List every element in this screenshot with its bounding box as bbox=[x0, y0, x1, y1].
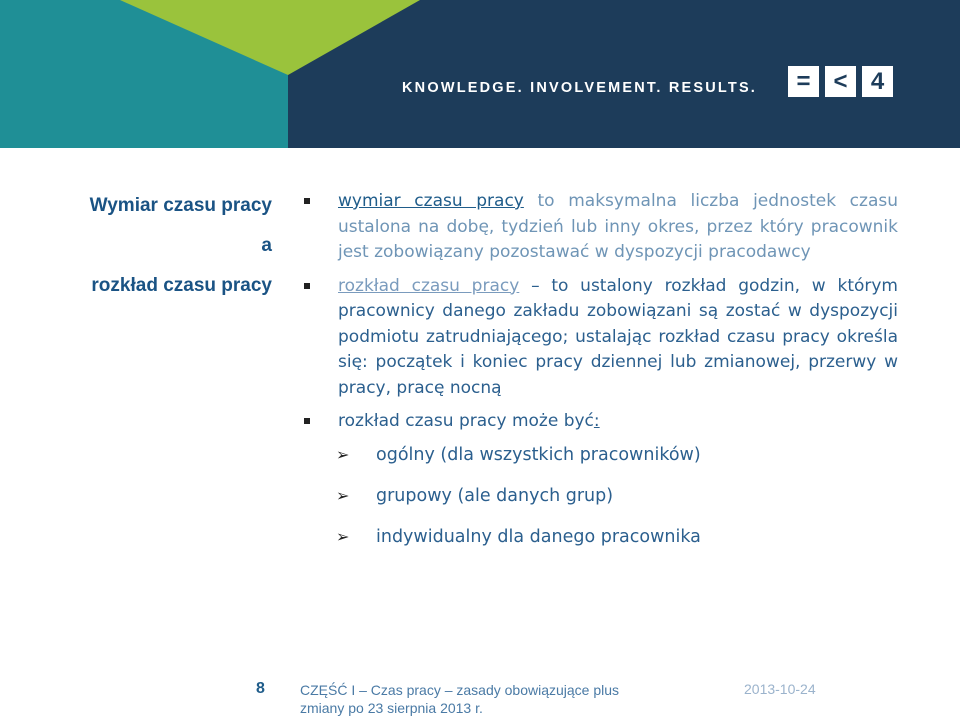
footer-caption bbox=[300, 681, 619, 717]
square-bullet-icon bbox=[304, 198, 310, 204]
bullet-text bbox=[338, 274, 898, 402]
term-link[interactable]: rozkład czasu pracy bbox=[338, 275, 520, 296]
term-link[interactable]: wymiar czasu pracy bbox=[338, 191, 524, 211]
header-banner bbox=[0, 0, 960, 148]
footer-caption-line1: CZĘŚĆ I – Czas pracy – zasady obowiązujące plus bbox=[300, 682, 620, 698]
footer-date: 2013-10-24 bbox=[744, 681, 816, 697]
definition-lead: – to ustalony rozkład godzin, w którym bbox=[519, 275, 898, 296]
sub-item-text: indywidualny dla danego pracownika bbox=[376, 526, 701, 547]
footer-caption-line2: zmiany po 23 sierpnia 2013 r. bbox=[300, 700, 483, 716]
definition-text: pracownicy danego zakładu zobowiązani są zostać w dyspozycji podmiotu zatrudniającego; ustalając rozkład czasu pracy określa się: początek i koniec pracy dziennej lub zmianowej, przerwy w pracy, pracę nocną bbox=[338, 301, 898, 398]
slide-title-line3: rozkład czasu pracy bbox=[91, 275, 272, 296]
sub-item-individual bbox=[300, 524, 898, 550]
sub-item-text: ogólny (dla wszystkich pracowników) bbox=[376, 444, 701, 465]
bullet-item-definition-rozklad bbox=[300, 274, 898, 402]
types-intro-colon: : bbox=[593, 411, 600, 431]
square-bullet-icon bbox=[304, 283, 310, 289]
definition-text: to maksymalna liczba jednostek czasu ustalona na dobę, tydzień lub inny okres, przez który pracownik jest zobowiązany pozostawać w dyspozycji pracodawcy bbox=[338, 191, 899, 262]
bullet-item-definition-wymiar bbox=[300, 189, 898, 266]
slide-title bbox=[40, 186, 272, 306]
slide-title-line2: a bbox=[261, 235, 272, 256]
bullet-text bbox=[338, 409, 898, 435]
logo bbox=[788, 66, 893, 97]
sub-item-group bbox=[300, 483, 898, 509]
types-intro-text: rozkład czasu pracy może być bbox=[338, 411, 594, 431]
sub-item-text: grupowy (ale danych grup) bbox=[376, 485, 614, 506]
arrowhead-bullet-icon: ➢ bbox=[336, 526, 350, 546]
logo-four-icon: 4 bbox=[862, 66, 893, 97]
bullet-item-types-intro bbox=[300, 409, 898, 435]
tagline: KNOWLEDGE. INVOLVEMENT. RESULTS. bbox=[402, 80, 758, 96]
slide-title-line1: Wymiar czasu pracy bbox=[89, 195, 272, 216]
square-bullet-icon bbox=[304, 418, 310, 424]
bullet-text bbox=[338, 189, 898, 266]
sub-item-general bbox=[300, 442, 898, 468]
arrowhead-bullet-icon: ➢ bbox=[336, 444, 350, 464]
content-body bbox=[300, 189, 898, 550]
logo-chevron-icon: < bbox=[825, 66, 856, 97]
page-number: 8 bbox=[256, 680, 265, 697]
arrowhead-bullet-icon: ➢ bbox=[336, 485, 350, 505]
logo-equals-icon: = bbox=[788, 66, 819, 97]
